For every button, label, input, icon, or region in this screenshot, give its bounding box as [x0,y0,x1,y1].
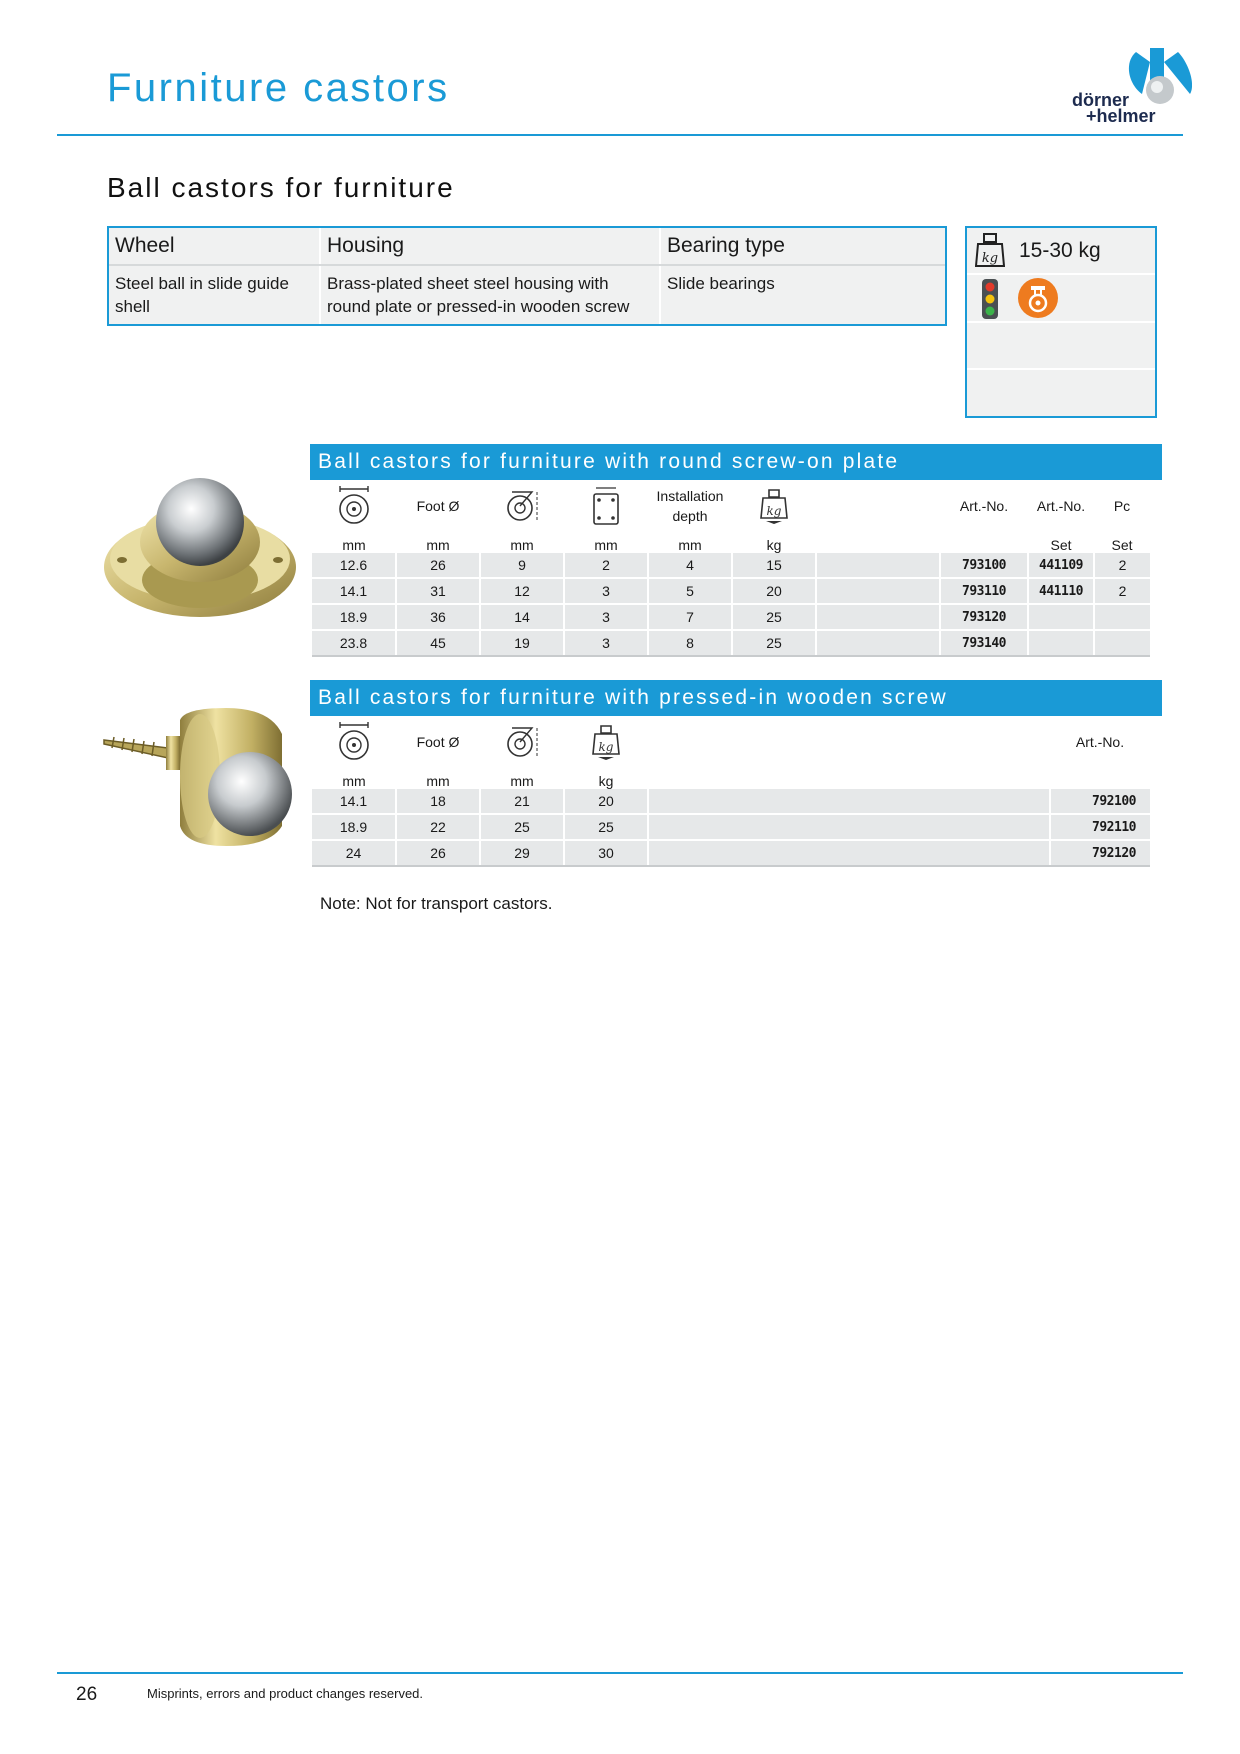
cell-art-no: 793100 [940,553,1028,578]
cell-ball-diameter: 12.6 [312,553,396,578]
cell-spacer [816,578,940,604]
header-foot-diameter: Foot Ø [416,498,460,514]
page-number: 26 [76,1684,98,1705]
header-pc: Pc [1113,498,1131,514]
unit-cell: mm [510,773,534,789]
table-header-row [312,717,1150,767]
cell-art-no-set [1028,604,1094,630]
cell-art-no: 793120 [940,604,1028,630]
unit-cell: mm [510,537,534,553]
svg-text:kg: kg [981,251,999,266]
cell-art-no: 792120 [1050,840,1150,866]
cell-plate: 3 [564,578,648,604]
cell-installation-depth: 4 [648,553,732,578]
cell-height: 21 [480,789,564,814]
footer-divider [57,1672,1183,1674]
cell-plate: 2 [564,553,648,578]
castor-height-icon [480,481,564,531]
unit-row [312,767,1150,789]
cell-foot-diameter: 36 [396,604,480,630]
cell-height: 9 [480,553,564,578]
load-capacity-value: 15-30 kg [1019,239,1101,262]
cell-spacer [816,553,940,578]
plate-icon [564,481,648,531]
header-art-no-set: Art.-No. [1036,498,1086,514]
table-row [312,604,1150,630]
cell-ball-diameter: 24 [312,840,396,866]
load-capacity-box [965,226,1157,418]
cell-pc-set: 2 [1094,578,1150,604]
header-spacer [648,717,1050,767]
cell-load: 15 [732,553,816,578]
page-title: Furniture castors [107,66,450,110]
unit-cell [648,767,1050,789]
load-box-row-icons [967,273,1155,321]
unit-cell: mm [342,773,366,789]
table-row [312,814,1150,840]
table-row [312,840,1150,866]
svg-text:kg: kg [598,740,614,754]
unit-cell: mm [426,773,450,789]
cell-load: 25 [732,604,816,630]
header-divider [57,134,1183,136]
unit-cell: mm [342,537,366,553]
brand-text-top: dörner [1072,90,1130,110]
cell-foot-diameter: 22 [396,814,480,840]
spec-header-housing: Housing [320,228,660,265]
header-art-no: Art.-No. [959,498,1009,514]
cell-load: 20 [564,789,648,814]
spec-header-wheel: Wheel [109,228,320,265]
cell-spacer [648,814,1050,840]
cell-plate: 3 [564,604,648,630]
cell-ball-diameter: 18.9 [312,814,396,840]
table-wooden-screw [312,717,1150,867]
cell-height: 25 [480,814,564,840]
weight-kg-icon [975,232,1005,275]
cell-installation-depth: 7 [648,604,732,630]
cell-load: 25 [732,630,816,656]
load-box-row-empty-1 [967,321,1155,369]
cell-pc-set: 2 [1094,553,1150,578]
weight-kg-icon [564,717,648,767]
note-text: Note: Not for transport castors. [320,894,553,913]
table-row [312,578,1150,604]
cell-spacer [648,789,1050,814]
spec-value-bearing: Slide bearings [660,265,945,324]
section-bar-round-plate: Ball castors for furniture with round screw-on plate [310,444,1162,480]
traffic-light-icon [981,279,999,324]
cell-art-no-set [1028,630,1094,656]
product-image-wooden-screw [100,706,300,861]
cell-plate: 3 [564,630,648,656]
unit-cell: kg [766,537,782,553]
product-image-round-plate [100,462,300,637]
cell-ball-diameter: 14.1 [312,789,396,814]
castor-orange-icon [1017,277,1059,324]
table-row [312,630,1150,656]
spec-value-wheel: Steel ball in slide guide shell [115,274,289,316]
header-art-no: Art.-No. [1075,734,1125,750]
table-row [312,553,1150,578]
cell-ball-diameter: 14.1 [312,578,396,604]
section-title: Ball castors for furniture [107,172,455,203]
weight-kg-icon [732,481,816,531]
ball-diameter-icon [312,717,396,767]
cell-installation-depth: 8 [648,630,732,656]
cell-spacer [648,840,1050,866]
cell-ball-diameter: 23.8 [312,630,396,656]
cell-foot-diameter: 18 [396,789,480,814]
unit-cell: mm [678,537,702,553]
cell-height: 19 [480,630,564,656]
unit-cell: mm [426,537,450,553]
cell-height: 12 [480,578,564,604]
brand-logo [1072,44,1192,126]
unit-cell: kg [598,773,614,789]
svg-text:kg: kg [766,504,782,518]
spec-header-bearing: Bearing type [660,228,945,265]
cell-art-no-set: 441110 [1028,578,1094,604]
cell-pc-set [1094,604,1150,630]
castor-height-icon [480,717,564,767]
cell-ball-diameter: 18.9 [312,604,396,630]
table-row [312,789,1150,814]
table-header-row [312,481,1150,531]
cell-art-no: 792100 [1050,789,1150,814]
ball-diameter-icon [312,481,396,531]
cell-foot-diameter: 31 [396,578,480,604]
cell-art-no: 793140 [940,630,1028,656]
cell-foot-diameter: 26 [396,840,480,866]
cell-height: 14 [480,604,564,630]
cell-foot-diameter: 26 [396,553,480,578]
spec-table [107,226,947,326]
table-round-plate [312,481,1150,657]
cell-spacer [816,630,940,656]
header-spacer [816,481,940,531]
unit-cell: mm [594,537,618,553]
cell-load: 30 [564,840,648,866]
cell-art-no-set: 441109 [1028,553,1094,578]
cell-load: 20 [732,578,816,604]
spec-value-housing: Brass-plated sheet steel housing with round plate or pressed-in wooden screw [320,265,660,324]
unit-cell: Set [1111,537,1133,553]
footer-disclaimer: Misprints, errors and product changes reserved. [147,1686,424,1701]
unit-cell [940,531,1028,553]
unit-cell [816,531,940,553]
section-bar-wooden-screw: Ball castors for furniture with pressed-in wooden screw [310,680,1162,716]
cell-art-no: 792110 [1050,814,1150,840]
unit-row [312,531,1150,553]
cell-height: 29 [480,840,564,866]
cell-art-no: 793110 [940,578,1028,604]
load-box-row-empty-2 [967,368,1155,418]
unit-cell [1050,767,1150,789]
cell-load: 25 [564,814,648,840]
brand-text-bottom: +helmer [1086,106,1156,126]
header-foot-diameter: Foot Ø [416,734,460,750]
unit-cell: Set [1050,537,1072,553]
cell-spacer [816,604,940,630]
cell-foot-diameter: 45 [396,630,480,656]
cell-installation-depth: 5 [648,578,732,604]
header-installation-depth: Installation depth [656,488,724,524]
cell-pc-set [1094,630,1150,656]
